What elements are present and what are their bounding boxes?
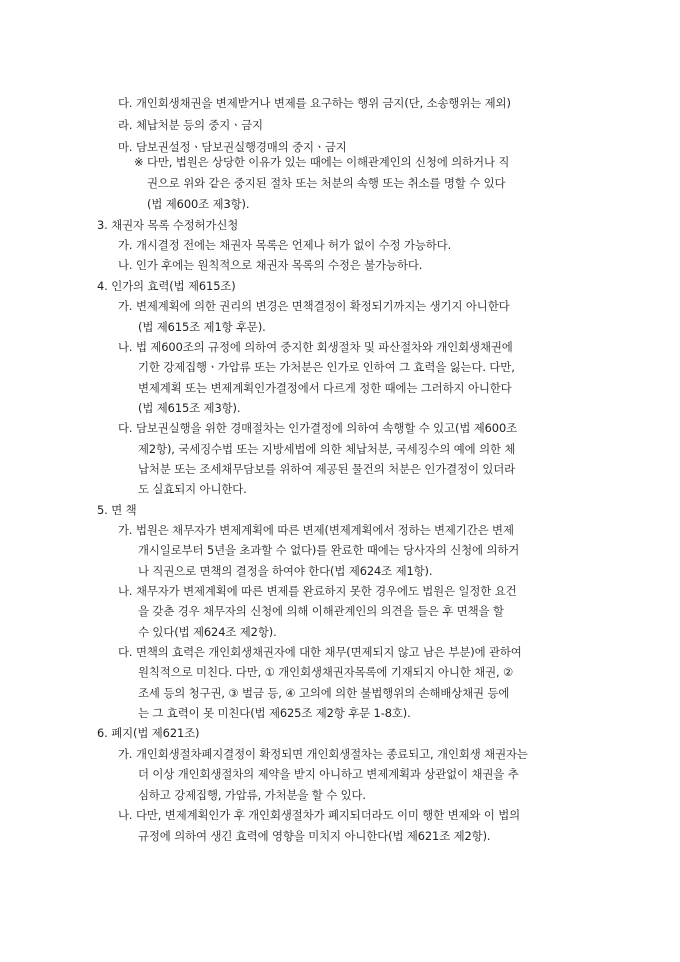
text-line: 다. 개인회생채권을 변제받거나 변제를 요구하는 행위 금지(단, 소송행위는 제외) [118, 96, 511, 110]
text-line: 더 이상 개인회생절차의 제약을 받지 아니하고 변제계획과 상관없이 채권을 추 [138, 767, 519, 781]
text-line: (법 제615조 제1항 후문). [138, 320, 266, 334]
text-line: 권으로 위와 같은 중지된 절차 또는 처분의 속행 또는 취소를 명할 수 있다 [147, 176, 506, 190]
text-line: 조세 등의 청구권, ③ 벌금 등, ④ 고의에 의한 불법행위의 손해배상채권 등에 [138, 686, 510, 700]
text-line: 가. 개인회생절차폐지결정이 확정되면 개인회생절차는 종료되고, 개인회생 채권자는 [118, 747, 528, 761]
text-line: 가. 개시결정 전에는 채권자 목록은 언제나 허가 없이 수정 가능하다. [118, 238, 452, 252]
text-line: 는 그 효력이 못 미친다(법 제625조 제2항 후문 1-8호). [138, 706, 411, 720]
text-line: 개시일로부터 5년을 초과할 수 없다)를 완료한 때에는 당사자의 신청에 의하거 [138, 543, 520, 557]
text-line: 나 직권으로 면책의 결정을 하여야 한다(법 제624조 제1항). [138, 564, 433, 578]
text-line: 나. 법 제600조의 규정에 의하여 중지한 회생절차 및 파산절차와 개인회생채권에 [118, 340, 513, 354]
text-line: 도 실효되지 아니한다. [138, 482, 247, 496]
text-line: 나. 채무자가 변제계획에 따른 변제를 완료하지 못한 경우에도 법원은 일정한 요건 [118, 584, 517, 598]
text-line: 다. 담보권실행을 위한 경매절차는 인가결정에 의하여 속행할 수 있고(법 제600조 [118, 421, 517, 435]
text-line: 변제계획 또는 변제계획인가결정에서 다르게 정한 때에는 그러하지 아니한다 [138, 381, 512, 395]
text-line: ※ 다만, 법원은 상당한 이유가 있는 때에는 이해관계인의 신청에 의하거나 직 [134, 155, 510, 169]
text-line: 나. 다만, 변제계획인가 후 개인회생절차가 폐지되더라도 이미 행한 변제와 이 법의 [118, 808, 521, 822]
section-heading: 5. 면 책 [97, 503, 137, 517]
text-line: 을 갖춘 경우 채무자의 신청에 의해 이해관계인의 의견을 들은 후 면책을 할 [138, 604, 504, 618]
text-line: 라. 체납처분 등의 중지ㆍ금지 [118, 118, 263, 132]
text-line: 기한 강제집행ㆍ가압류 또는 가처분은 인가로 인하여 그 효력을 잃는다. 다만, [138, 360, 515, 374]
text-line: 마. 담보권설정ㆍ담보권실행경매의 중지ㆍ금지 [118, 140, 347, 154]
text-line: 규정에 의하여 생긴 효력에 영향을 미치지 아니한다(법 제621조 제2항). [138, 829, 491, 843]
text-line: 원칙적으로 미친다. 다만, ① 개인회생채권자목록에 기재되지 아니한 채권, ② [138, 665, 514, 679]
section-heading: 6. 폐지(법 제621조) [97, 726, 200, 740]
text-line: 다. 면책의 효력은 개인회생채권자에 대한 채무(면제되지 않고 남은 부분)에 관하여 [118, 645, 522, 659]
text-line: 가. 변제계획에 의한 권리의 변경은 면책결정이 확정되기까지는 생기지 아니한다 [118, 299, 510, 313]
text-line: (법 제615조 제3항). [138, 401, 241, 415]
text-line: 납처분 또는 조세채무담보를 위하여 제공된 물건의 처분은 인가결정이 있더라 [138, 462, 516, 476]
section-heading: 3. 채권자 목록 수정허가신청 [97, 218, 239, 232]
text-line: 심하고 강제집행, 가압류, 가처분을 할 수 있다. [138, 788, 366, 802]
text-line: 수 있다(법 제624조 제2항). [138, 625, 277, 639]
text-line: 제2항), 국세징수법 또는 지방세법에 의한 체납처분, 국세징수의 예에 의한 체 [138, 442, 516, 456]
text-line: 가. 법원은 채무자가 변제계획에 따른 변제(변제계획에서 정하는 변제기간은 변제 [118, 523, 514, 537]
text-line: 나. 인가 후에는 원칙적으로 채권자 목록의 수정은 불가능하다. [118, 258, 423, 272]
section-heading: 4. 인가의 효력(법 제615조) [97, 279, 236, 293]
text-line: (법 제600조 제3항). [147, 197, 250, 211]
